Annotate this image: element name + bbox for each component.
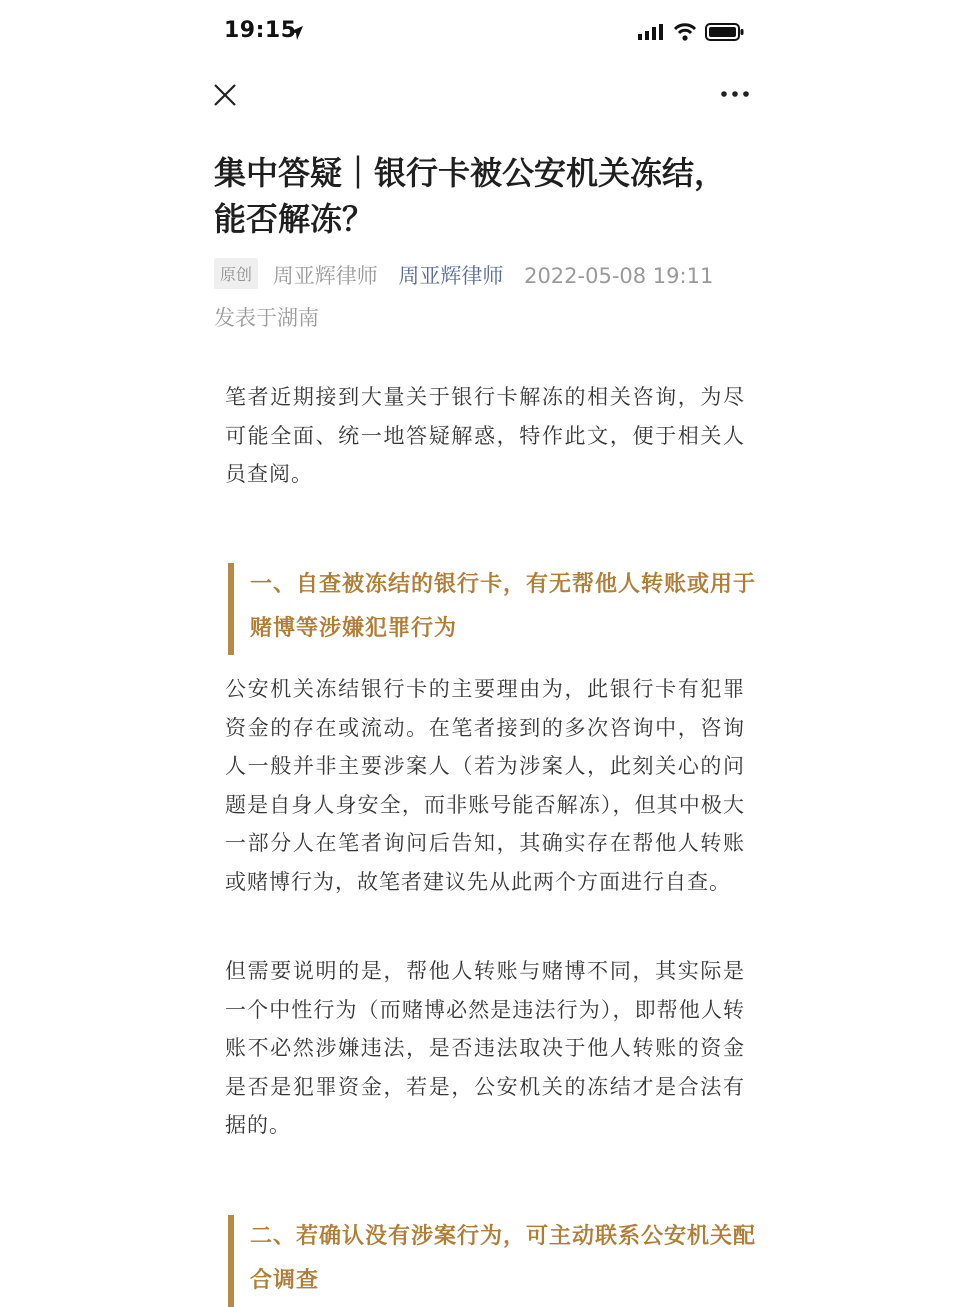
more-icon[interactable] bbox=[718, 84, 752, 104]
original-badge: 原创 bbox=[214, 258, 258, 289]
article-title: 集中答疑｜银行卡被公安机关冻结，能否解冻？ bbox=[214, 154, 727, 238]
status-bar bbox=[0, 0, 960, 70]
publish-location: 发表于湖南 bbox=[214, 306, 319, 330]
intro-paragraph: 笔者近期接到大量关于银行卡解冻的相关咨询，为尽可能全面、统一地答疑解惑，特作此文，便于相关人员查阅。 bbox=[225, 385, 745, 486]
article-meta bbox=[214, 258, 774, 290]
section-heading-2: 二、若确认没有涉案行为，可主动联系公安机关配合调查 bbox=[228, 1215, 770, 1307]
location-arrow-icon bbox=[287, 24, 305, 42]
wifi-icon bbox=[673, 22, 697, 42]
section-heading-1: 一、自查被冻结的银行卡，有无帮他人转账或用于赌博等涉嫌犯罪行为 bbox=[228, 563, 770, 655]
author-name: 周亚辉律师 bbox=[272, 264, 378, 288]
signal-icon bbox=[638, 24, 666, 40]
section1-paragraph-2: 但需要说明的是，帮他人转账与赌博不同，其实际是一个中性行为（而赌博必然是违法行为），即帮他人转账不必然涉嫌违法，是否违法取决于他人转账的资金是否是犯罪资金，若是，公安机关的冻结才是合法有据的。 bbox=[225, 959, 745, 1137]
close-icon[interactable] bbox=[210, 80, 240, 110]
battery-icon bbox=[705, 22, 745, 42]
section1-paragraph-1: 公安机关冻结银行卡的主要理由为，此银行卡有犯罪资金的存在或流动。在笔者接到的多次咨询中，咨询人一般并非主要涉案人（若为涉案人，此刻关心的问题是自身人身安全，而非账号能否解冻），但其中极大一部分人在笔者询问后告知，其确实存在帮他人转账或赌博行为，故笔者建议先从此两个方面进行自查。 bbox=[225, 677, 745, 894]
nav-bar bbox=[0, 70, 960, 120]
status-time: 19:15 bbox=[224, 18, 297, 43]
publish-time: 2022-05-08 19:11 bbox=[524, 264, 714, 288]
account-link[interactable]: 周亚辉律师 bbox=[398, 264, 504, 288]
